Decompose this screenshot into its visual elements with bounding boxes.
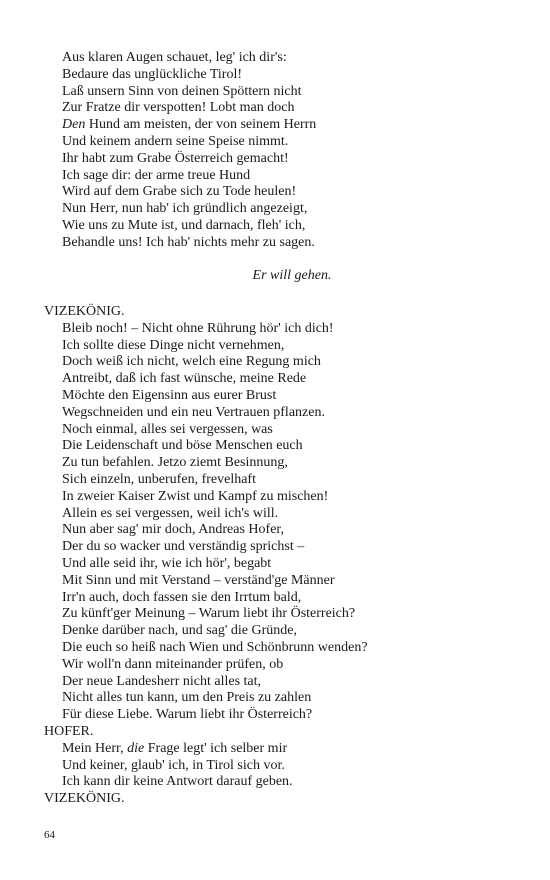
verse-line: Aus klaren Augen schauet, leg' ich dir's: (62, 50, 287, 65)
verse-line: Antreibt, daß ich fast wünsche, meine Rede (62, 371, 307, 387)
verse-line (62, 741, 287, 758)
page-number: 64 (44, 829, 55, 841)
verse-line: Wie uns zu Mute ist, und darnach, fleh' ich, (62, 218, 306, 233)
verse-line: Doch weiß ich nicht, welch eine Regung mich (62, 354, 321, 370)
verse-line: Ich sollte diese Dinge nicht vernehmen, (62, 337, 285, 353)
verse-line: Und keiner, glaub' ich, in Tirol sich vor. (62, 757, 285, 773)
verse-line: Sich einzeln, unberufen, frevelhaft (62, 472, 256, 487)
verse-line: Irr'n auch, doch fassen sie den Irrtum bald, (62, 589, 302, 605)
verse-text: Mein Herr, (62, 740, 128, 756)
verse-line: Nicht alles tun kann, um den Preis zu zahlen (62, 690, 312, 706)
verse-line: Für diese Liebe. Warum liebt ihr Österreich? (62, 707, 313, 723)
stage-direction: Er will gehen. (252, 268, 332, 283)
speaker-name: VIZEKÖNIG. (44, 791, 125, 807)
verse-line: Ihr habt zum Grabe Österreich gemacht! (62, 150, 289, 166)
verse-line: Zu tun befahlen. Jetzo ziemt Besinnung, (62, 455, 288, 471)
emphasized-word: Den (62, 117, 86, 133)
verse-line: Die Leidenschaft und böse Menschen euch (62, 438, 303, 454)
verse-line: Allein es sei vergessen, weil ich's will. (62, 505, 279, 521)
verse-line: Der du so wacker und verständig sprichst – (62, 539, 305, 555)
verse-line: Der neue Landesherr nicht alles tat, (62, 673, 262, 689)
verse-line: Noch einmal, alles sei vergessen, was (62, 421, 273, 437)
verse-line: Bedaure das unglückliche Tirol! (62, 66, 243, 82)
verse-line: Nun aber sag' mir doch, Andreas Hofer, (62, 522, 285, 538)
verse-line: Behandle uns! Ich hab' nichts mehr zu sagen. (62, 234, 315, 250)
verse-line: Denke darüber nach, und sag' die Gründe, (62, 623, 297, 639)
verse-line: Zu künft'ger Meinung – Warum liebt ihr Österreich? (62, 606, 356, 622)
verse-line: In zweier Kaiser Zwist und Kampf zu mischen! (62, 488, 329, 504)
verse-text: Frage legt' ich selber mir (144, 740, 288, 756)
verse-text: Hund am meisten, der von seinem Herrn (85, 117, 317, 133)
verse-line: Laß unsern Sinn von deinen Spöttern nicht (62, 83, 302, 99)
verse-line: Und keinem andern seine Speise nimmt. (62, 134, 289, 149)
verse-line: Mit Sinn und mit Verstand – verständ'ge Männer (62, 572, 335, 588)
verse-line: Ich kann dir keine Antwort darauf geben. (62, 774, 293, 790)
verse-line: Die euch so heiß nach Wien und Schönbrunn wenden? (62, 640, 368, 655)
verse-line: Nun Herr, nun hab' ich gründlich angezeigt, (62, 201, 308, 217)
verse-line: Möchte den Eigensinn aus eurer Brust (62, 388, 277, 403)
speaker-name: HOFER. (44, 724, 94, 739)
verse-line: Wir woll'n dann miteinander prüfen, ob (62, 656, 284, 672)
verse-line: Ich sage dir: der arme treue Hund (62, 167, 251, 183)
verse-line: Und alle seid ihr, wie ich hör', begabt (62, 556, 272, 571)
speaker-name: VIZEKÖNIG. (44, 304, 125, 319)
verse-line: Bleib noch! – Nicht ohne Rührung hör' ich dich! (62, 320, 334, 336)
verse-line: Zur Fratze dir verspotten! Lobt man doch (62, 100, 295, 116)
emphasized-word: die (127, 740, 145, 756)
verse-line: Wegschneiden und ein neu Vertrauen pflanzen. (62, 404, 325, 420)
verse-line (62, 117, 316, 134)
verse-line: Wird auf dem Grabe sich zu Tode heulen! (62, 184, 297, 200)
